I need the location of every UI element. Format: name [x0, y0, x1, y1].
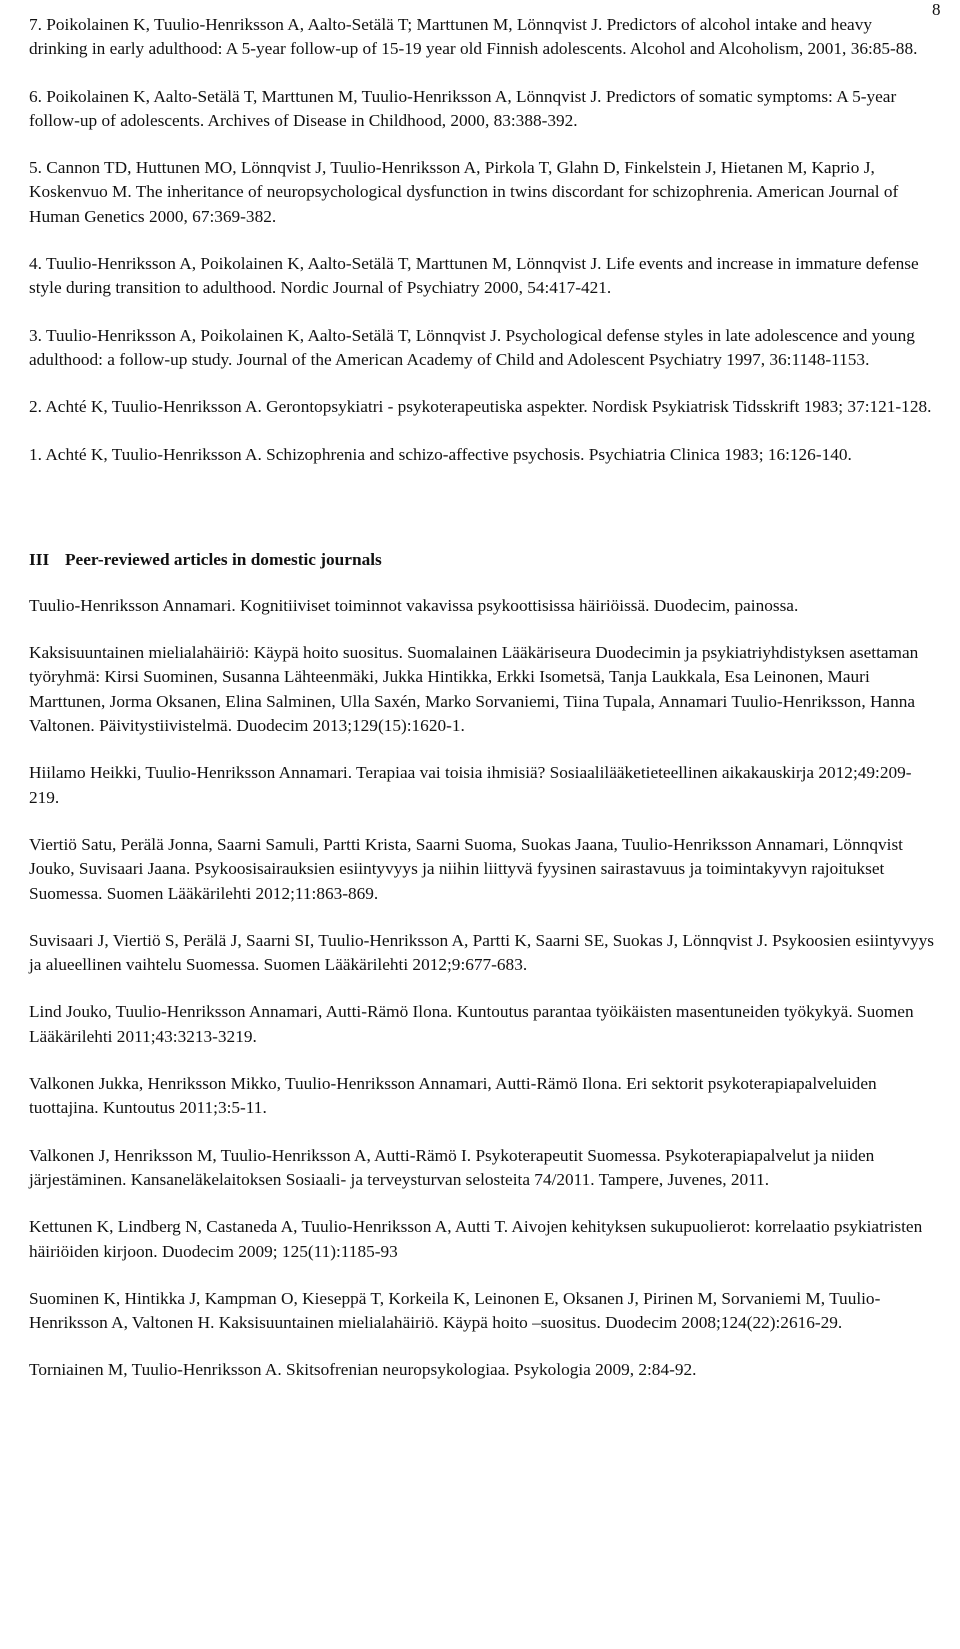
section-title: Peer-reviewed articles in domestic journals	[65, 549, 382, 569]
reference-item: 5. Cannon TD, Huttunen MO, Lönnqvist J, Tuulio-Henriksson A, Pirkola T, Glahn D, Finkelstein J, Hietanen M, Kaprio J, Koskenvuo M. The inheritance of neuropsychological dysfunction in twins discordant for schizophrenia. American Journal of Human Genetics 2000, 67:369-382.	[29, 158, 899, 226]
reference-item: Lind Jouko, Tuulio-Henriksson Annamari, Autti-Rämö Ilona. Kuntoutus parantaa työikäisten masentuneiden työkykyä. Suomen Lääkärilehti 2011;43:3213-3219.	[29, 1002, 914, 1046]
reference-item: 6. Poikolainen K, Aalto-Setälä T, Marttunen M, Tuulio-Henriksson A, Lönnqvist J. Predictors of somatic symptoms: A 5-year follow-up of adolescents. Archives of Disease in Childhood, 2000, 83:388-392.	[29, 86, 897, 130]
section-number: III	[29, 549, 50, 569]
reference-item: 3. Tuulio-Henriksson A, Poikolainen K, Aalto-Setälä T, Lönnqvist J. Psychological defense styles in late adolescence and young adulthood: a follow-up study. Journal of the American Academy of Child and Adolescent Psychiatry 1997, 36:1148-1153.	[29, 325, 915, 369]
reference-item: Suominen K, Hintikka J, Kampman O, Kieseppä T, Korkeila K, Leinonen E, Oksanen J, Pirinen M, Sorvaniemi M, Tuulio-Henriksson A, Valtonen H. Kaksisuuntainen mielialahäiriö. Käypä hoito –suositus. Duodecim 2008;124(22):2616-29.	[29, 1288, 881, 1333]
reference-item: 7. Poikolainen K, Tuulio-Henriksson A, Aalto-Setälä T; Marttunen M, Lönnqvist J. Predictors of alcohol intake and heavy drinking in early adulthood: A 5-year follow-up of 15-19 year old Finnish adolescents. Alcohol and Alcoholism, 2001, 36:85-88.	[29, 15, 918, 59]
reference-item: Tuulio-Henriksson Annamari. Kognitiiviset toiminnot vakavissa psykoottisissa häiriöissä. Duodecim, painossa.	[29, 595, 799, 615]
international-reference-list	[29, 13, 934, 467]
reference-item: Valkonen J, Henriksson M, Tuulio-Henriksson A, Autti-Rämö I. Psykoterapeutit Suomessa. Psykoterapiapalvelut ja niiden järjestäminen. Kansaneläkelaitoksen Sosiaali- ja terveysturvan selosteita 74/2011. Tampere, Juvenes, 2011.	[29, 1145, 875, 1189]
reference-item: 1. Achté K, Tuulio-Henriksson A. Schizophrenia and schizo-affective psychosis. Psychiatria Clinica 1983; 16:126-140.	[29, 444, 852, 464]
reference-item: 4. Tuulio-Henriksson A, Poikolainen K, Aalto-Setälä T, Marttunen M, Lönnqvist J. Life events and increase in immature defense style during transition to adulthood. Nordic Journal of Psychiatry 2000, 54:417-421.	[29, 254, 919, 298]
document-body	[29, 13, 934, 1406]
section-spacer	[29, 490, 934, 548]
page-number: 8	[932, 0, 941, 19]
reference-item: Torniainen M, Tuulio-Henriksson A. Skitsofrenian neuropsykologiaa. Psykologia 2009, 2:84-92.	[29, 1360, 697, 1380]
reference-item: 2. Achté K, Tuulio-Henriksson A. Gerontopsykiatri - psykoterapeutiska aspekter. Nordisk Psykiatrisk Tidsskrift 1983; 37:121-128.	[29, 397, 932, 417]
section-heading	[29, 548, 934, 572]
reference-item: Kettunen K, Lindberg N, Castaneda A, Tuulio-Henriksson A, Autti T. Aivojen kehityksen sukupuolierot: korrelaatio psykiatristen häiriöiden kirjoon. Duodecim 2009; 125(11):1185-93	[29, 1217, 923, 1261]
reference-item: Valkonen Jukka, Henriksson Mikko, Tuulio-Henriksson Annamari, Autti-Rämö Ilona. Eri sektorit psykoterapiapalveluiden tuottajina. Kuntoutus 2011;3:5-11.	[29, 1074, 877, 1118]
domestic-reference-list	[29, 594, 934, 1383]
reference-item: Hiilamo Heikki, Tuulio-Henriksson Annamari. Terapiaa vai toisia ihmisiä? Sosiaalilääketieteellinen aikakauskirja 2012;49:209-219.	[29, 763, 912, 807]
reference-item: Viertiö Satu, Perälä Jonna, Saarni Samuli, Partti Krista, Saarni Suoma, Suokas Jaana, Tuulio-Henriksson Annamari, Lönnqvist Jouko, Suvisaari Jaana. Psykoosisairauksien esiintyvyys ja niihin liittyvä fyysinen sairastavuus ja toimintakyvyn rajoitukset Suomessa. Suomen Lääkärilehti 2012;11:863-869.	[29, 834, 903, 903]
reference-item: Kaksisuuntainen mielialahäiriö: Käypä hoito suositus. Suomalainen Lääkäriseura Duodecimin ja psykiatriyhdistyksen asettaman työryhmä: Kirsi Suominen, Susanna Lähteenmäki, Jukka Hintikka, Erkki Isometsä, Tanja Laukkala, Esa Leinonen, Mauri Marttunen, Jorma Oksanen, Elina Salminen, Ulla Saxén, Marko Sorvaniemi, Tiina Tupala, Annamari Tuulio-Henriksson, Hanna Valtonen. Päivitystiivistelmä. Duodecim 2013;129(15):1620-1.	[29, 643, 919, 736]
reference-item: Suvisaari J, Viertiö S, Perälä J, Saarni SI, Tuulio-Henriksson A, Partti K, Saarni SE, Suokas J, Lönnqvist J. Psykoosien esiintyvyys ja alueellinen vaihtelu Suomessa. Suomen Lääkärilehti 2012;9:677-683.	[29, 930, 934, 975]
